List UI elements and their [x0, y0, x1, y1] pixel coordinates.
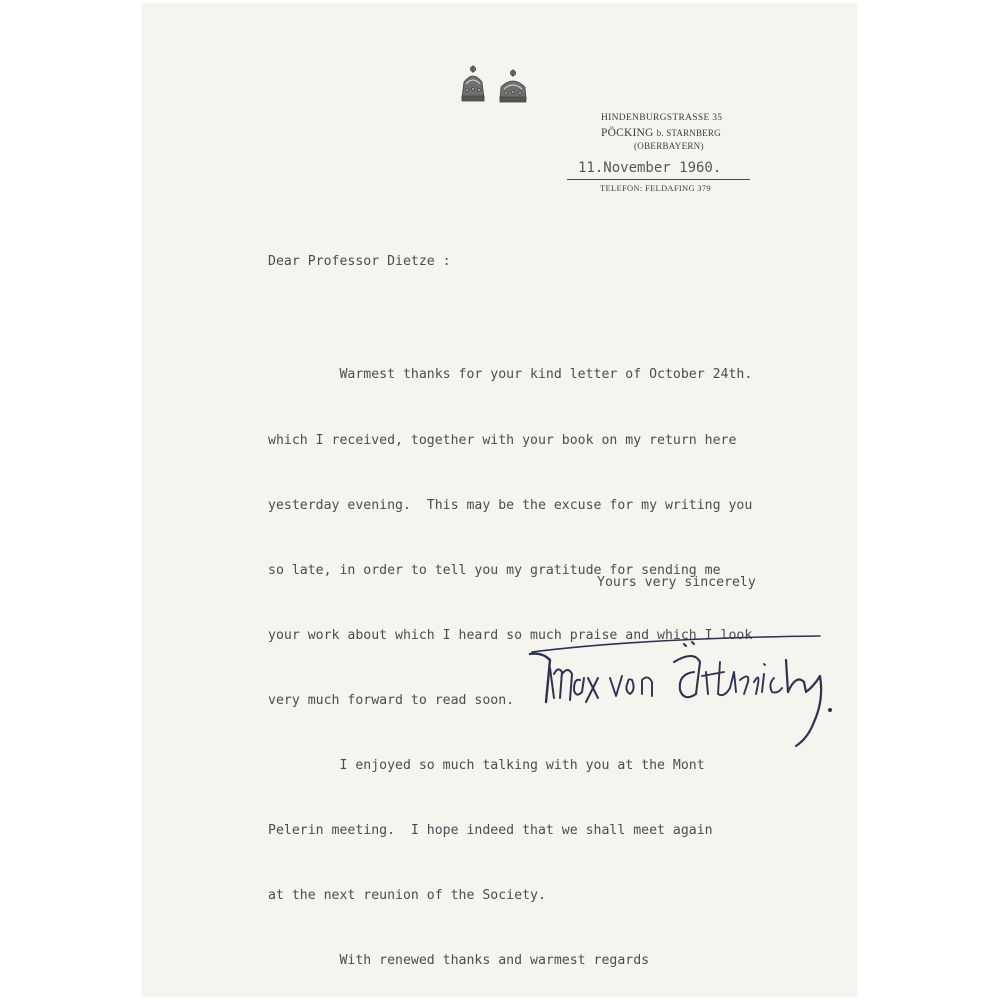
date-divider [567, 179, 750, 180]
body-line: With renewed thanks and warmest regards [268, 953, 650, 969]
body-line: which I received, together with your book on my return here [268, 432, 737, 448]
crest-emblem [459, 62, 539, 106]
letterhead-town-name: PÖCKING [601, 126, 654, 139]
letterhead-phone: TELEFON: FELDAFING 379 [600, 183, 711, 193]
salutation: Dear Professor Dietze : [268, 254, 451, 269]
letterhead-town-suffix: b. STARNBERG [656, 127, 721, 138]
letterhead-region: (OBERBAYERN) [634, 141, 704, 152]
crown-icon [462, 65, 484, 101]
body-line: Warmest thanks for your kind letter of October 24th. [268, 367, 753, 383]
crown-icon [500, 69, 526, 102]
body-line: your work about which I heard so much praise and which I look [268, 627, 753, 643]
letter-date: 11.November 1960. [578, 160, 722, 176]
letterhead-town [601, 126, 766, 140]
closing: Yours very sincerely [597, 575, 756, 590]
handwritten-signature [524, 628, 844, 758]
body-line: at the next reunion of the Society. [268, 888, 546, 904]
body-line: Pelerin meeting. I hope indeed that we shall meet again [268, 823, 713, 839]
body-line: I enjoyed so much talking with you at the Mont [268, 758, 705, 774]
body-line: yesterday evening. This may be the excuse for my writing you [268, 497, 753, 513]
letterhead-street: HINDENBURGSTRASSE 35 [601, 113, 723, 123]
body-line: so late, in order to tell you my gratitude for sending me [268, 562, 721, 578]
body-line: very much forward to read soon. [268, 692, 515, 708]
letterhead-address [596, 113, 766, 153]
